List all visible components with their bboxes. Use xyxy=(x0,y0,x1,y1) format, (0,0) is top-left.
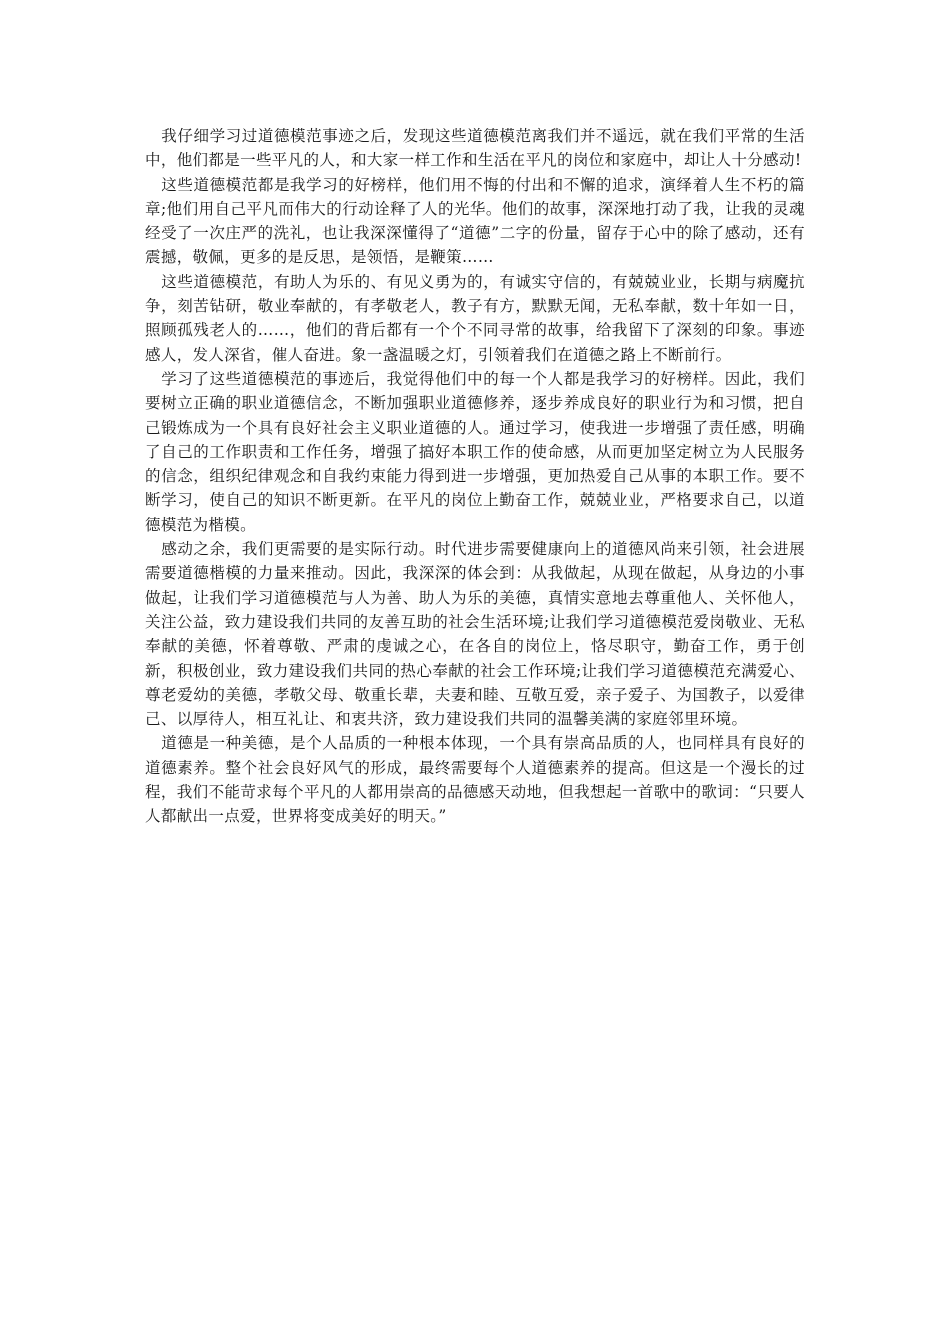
paragraph-1: 我仔细学习过道德模范事迹之后，发现这些道德模范离我们并不遥远，就在我们平常的生活中，他们都是一些平凡的人，和大家一样工作和生活在平凡的岗位和家庭中，却让人十分感动! xyxy=(145,127,805,170)
paragraph-2: 这些道德模范都是我学习的好榜样，他们用不悔的付出和不懈的追求，演绎着人生不朽的篇章;他们用自己平凡而伟大的行动诠释了人的光华。他们的故事，深深地打动了我，让我的灵魂经受了一次庄严的洗礼，也让我深深懂得了“道德”二字的份量，留存于心中的除了感动，还有震撼，敬佩，更多的是反思，是领悟，是鞭策…… xyxy=(145,175,805,267)
paragraph-3: 这些道德模范，有助人为乐的、有见义勇为的，有诚实守信的，有兢兢业业，长期与病魔抗争，刻苦钻研，敬业奉献的，有孝敬老人，教子有方，默默无闻，无私奉献，数十年如一日，照顾孤残老人的……，他们的背后都有一个个不同寻常的故事，给我留下了深刻的印象。事迹感人，发人深省，催人奋进。象一盏温暖之灯，引领着我们在道德之路上不断前行。 xyxy=(145,272,805,364)
document-body xyxy=(145,124,805,829)
paragraph-5: 感动之余，我们更需要的是实际行动。时代进步需要健康向上的道德风尚来引领，社会进展需要道德楷模的力量来推动。因此，我深深的体会到：从我做起，从现在做起，从身边的小事做起，让我们学习道德模范与人为善、助人为乐的美德，真情实意地去尊重他人、关怀他人，关注公益，致力建设我们共同的友善互助的社会生活环境;让我们学习道德模范爱岗敬业、无私奉献的美德，怀着尊敬、严肃的虔诚之心，在各自的岗位上，恪尽职守，勤奋工作，勇于创新，积极创业，致力建设我们共同的热心奉献的社会工作环境;让我们学习道德模范充满爱心、尊老爱幼的美德，孝敬父母、敬重长辈，夫妻和睦、互敬互爱，亲子爱子、为国教子，以爱律己、以厚待人，相互礼让、和衷共济，致力建设我们共同的温馨美满的家庭邻里环境。 xyxy=(145,540,805,729)
paragraph-6: 道德是一种美德，是个人品质的一种根本体现，一个具有崇高品质的人，也同样具有良好的道德素养。整个社会良好风气的形成，最终需要每个人道德素养的提高。但这是一个漫长的过程，我们不能苛求每个平凡的人都用崇高的品德感天动地，但我想起一首歌中的歌词：“只要人人都献出一点爱，世界将变成美好的明天。” xyxy=(145,734,805,826)
paragraph-4: 学习了这些道德模范的事迹后，我觉得他们中的每一个人都是我学习的好榜样。因此，我们要树立正确的职业道德信念，不断加强职业道德修养，逐步养成良好的职业行为和习惯，把自己锻炼成为一个具有良好社会主义职业道德的人。通过学习，使我进一步增强了责任感，明确了自己的工作职责和工作任务，增强了搞好本职工作的使命感，从而更加坚定树立为人民服务的信念，组织纪律观念和自我约束能力得到进一步增强，更加热爱自己从事的本职工作。要不断学习，使自己的知识不断更新。在平凡的岗位上勤奋工作，兢兢业业，严格要求自己，以道德模范为楷模。 xyxy=(145,369,805,534)
